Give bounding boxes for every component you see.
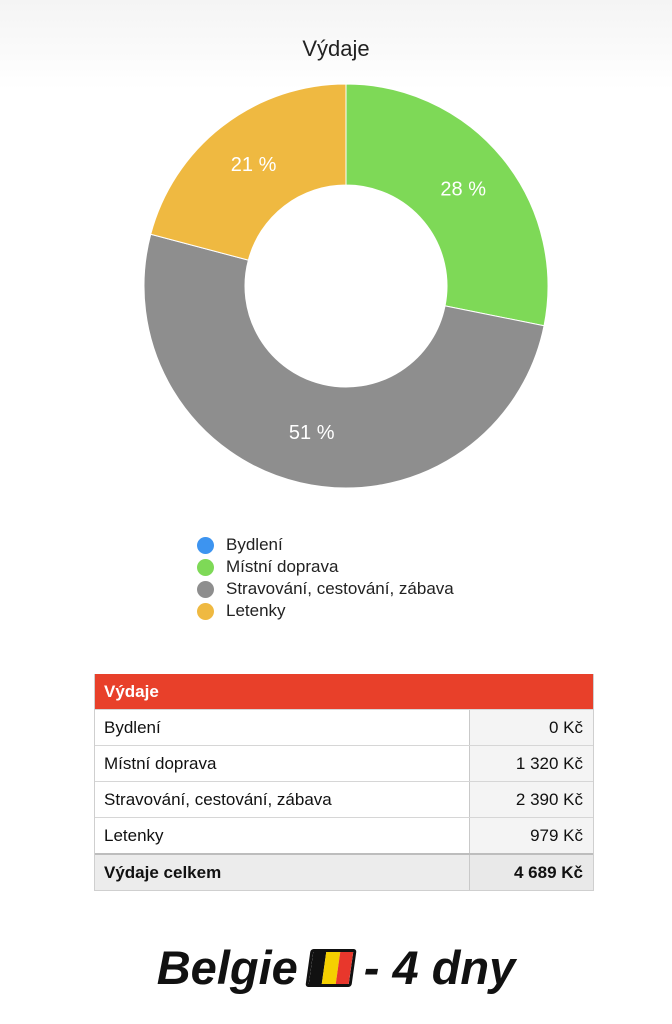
total-label: Výdaje celkem — [95, 855, 470, 890]
legend-label: Stravování, cestování, zábava — [226, 579, 454, 598]
legend-item — [197, 534, 454, 556]
slice-label: 51 % — [288, 421, 335, 444]
slice-label: 21 % — [230, 154, 277, 177]
row-label: Místní doprava — [95, 746, 470, 781]
total-row — [95, 853, 593, 890]
legend-item — [197, 600, 454, 622]
total-value: 4 689 Kč — [470, 855, 593, 890]
caption-country: Belgie — [156, 941, 298, 994]
chart-title: Výdaje — [302, 36, 370, 61]
legend-label: Místní doprava — [226, 557, 339, 576]
row-value: 1 320 Kč — [470, 746, 593, 781]
table-header: Výdaje — [95, 674, 593, 709]
row-label: Stravování, cestování, zábava — [95, 782, 470, 817]
table-row — [95, 745, 593, 781]
legend-item — [197, 578, 454, 600]
row-value: 979 Kč — [470, 818, 593, 853]
caption — [0, 940, 672, 995]
row-value: 2 390 Kč — [470, 782, 593, 817]
donut-slice — [346, 84, 548, 326]
row-value: 0 Kč — [470, 710, 593, 745]
table-row — [95, 781, 593, 817]
legend-dot — [197, 559, 214, 576]
expense-table — [94, 674, 594, 891]
legend-dot — [197, 537, 214, 554]
slice-label: 28 % — [440, 178, 486, 201]
caption-duration: - 4 dny — [363, 941, 516, 994]
legend-label: Letenky — [226, 601, 286, 620]
legend-dot — [197, 603, 214, 620]
table-row — [95, 709, 593, 745]
legend-item — [197, 556, 454, 578]
legend-label: Bydlení — [226, 535, 283, 554]
belgium-flag-icon — [305, 949, 356, 987]
legend-dot — [197, 581, 214, 598]
row-label: Bydlení — [95, 710, 470, 745]
row-label: Letenky — [95, 818, 470, 853]
chart-legend — [197, 534, 454, 622]
table-row — [95, 817, 593, 853]
